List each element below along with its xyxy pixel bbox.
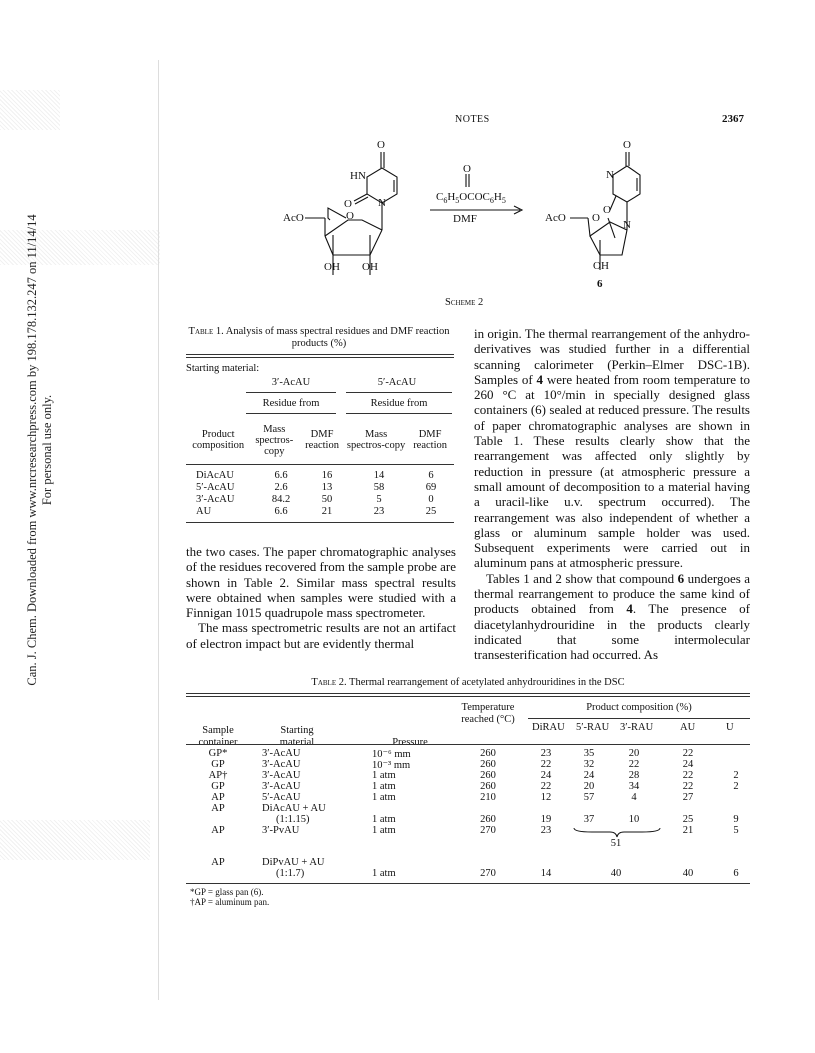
compound-ref: 6 [677,570,685,586]
table2-footnotes [190,887,269,907]
page-number: 2367 [722,113,744,125]
table-cell: 34 [628,781,640,792]
table1 [186,420,454,460]
table-row [186,481,454,493]
table-cell: GP [211,759,225,770]
table2-caption [186,677,750,688]
atom-label: O [346,210,354,222]
table-cell: 1 atm [372,868,396,879]
table-cell: 5 [733,825,739,836]
table2-sub-5rau: 5′-RAU [576,722,610,733]
table1-col-mass: Mass spectros-copy [255,423,294,457]
table-cell: 1 atm [372,814,396,825]
table-cell: 28 [628,770,640,781]
text-run: . The presence of diacetylanhydrouridine in the products clearly indicated that some intermolecular transesterification had occurred. As [474,601,750,663]
table1-rule [246,392,336,393]
paragraph [474,326,750,571]
table2-h-container: Sample container [198,725,238,748]
paragraph: the two cases. The paper chromatographic analyses of the residues recovered from the sample probe are shown in Table 2. Similar mass spectral results were obtained when samples were studied with a Finnigan 1015 quadrupole mass spectrometer. [186,544,456,621]
text-run: were heated from room temperature to 260 °C at 10°/min in specially designed glass containers (6) sealed at reduced pressure. The results of paper chromatographic analyses are shown in Table 1. These results clearly show that the rearrangement was affected only slightly by reduction in pressure (at atmospheric pressure a small amount of decomposition to a material having a uracil-like u.v. spectrum occurred). The rearrangement was also independent of whether a glass or aluminum sample holder was used. Subsequent experiments were carried out in aluminum pans at atmospheric pressure. [474,371,750,571]
download-notice-line2: For personal use only. [40,394,54,506]
table-cell: AP [211,792,225,803]
table1-body [186,469,454,517]
text-run: undergoes a thermal rearrangement to produce the same kind of products obtained from [474,570,751,617]
table-cell: 20 [628,748,640,759]
brace-icon [572,826,662,838]
reagent-solvent: DMF [453,213,477,225]
table-cell: 24 [540,770,552,781]
table-cell: 5′-AcAU [196,481,235,493]
table-cell: 32 [583,759,595,770]
table1-starting-label: Starting material: [186,363,260,374]
bond [608,218,615,238]
table-cell: 6.6 [274,505,288,517]
scheme-structures [270,130,750,320]
table-cell: 6 [428,469,434,481]
table1-caption [188,326,450,350]
sugar-ring [325,220,382,236]
paragraph [474,571,750,663]
table-cell: 1 atm [372,781,396,792]
table1-residue-from: Residue from [370,398,428,409]
table2-top-rule [186,693,750,694]
paragraph: The mass spectrometric results are not an artifact of electron impact but are evidently thermal [186,620,456,651]
table1-material: 5′-AcAU [377,377,417,388]
table-cell: 4 [631,792,637,803]
table-cell: 69 [425,481,437,493]
table-cell: 22 [540,781,552,792]
table1-material: 3′-AcAU [271,377,311,388]
table-cell: 1 atm [372,825,396,836]
table-cell: 3′-AcAU [262,748,301,759]
table2-sub-dirau: DiRAU [532,722,565,733]
table1-top-rule [186,354,454,355]
pyrimidine-ring [613,166,640,202]
table-cell: 3′-AcAU [262,759,301,770]
table-cell: 10⁻⁶ mm [372,749,411,760]
table2-bottom-rule [186,883,750,884]
scheme-2 [270,130,750,320]
table2-h-pressure: Pressure [392,737,428,748]
table-cell: 40 [682,868,694,879]
table-cell: (1:1.15) [276,814,310,825]
table1-col-product: Product composition [192,429,245,451]
table-cell: 12 [540,792,552,803]
compound-ref: 4 [536,371,544,387]
table2-top-rule [186,696,750,697]
table1-caption-text: Analysis of mass spectral residues and DMF reaction products (%) [225,326,450,349]
footnote: †AP = aluminum pan. [190,897,270,907]
atom-label: OH [593,260,609,272]
table-cell: 22 [628,759,640,770]
table1-header-rule [186,464,454,465]
table-cell: 3′-AcAU [262,770,301,781]
table1-residue-from: Residue from [262,398,320,409]
atom-label: OH [362,261,378,273]
footnote: *GP = glass pan (6). [190,887,264,897]
compound-number: 6 [597,278,603,290]
table-cell: GP [211,781,225,792]
table-cell: 6.6 [274,469,288,481]
scan-noise [0,230,160,265]
atom-label: AcO [545,212,566,224]
atom-label: HN [350,170,366,182]
table-cell: AP [211,825,225,836]
atom-label: O [603,204,611,216]
table1-col-dmf: DMF reaction [305,429,339,451]
atom-label: N [378,197,386,209]
table-cell: AP [211,803,225,814]
table-cell: 260 [480,748,496,759]
table-cell: 6 [733,868,739,879]
left-column [186,544,456,651]
table2-h-material: Starting material [279,725,315,748]
table-cell: GP* [208,748,228,759]
download-notice-line1: Can. J. Chem. Downloaded from www.nrcresearchpress.com by 198.178.132.247 on 11/14/14 [25,214,39,686]
table2-h-product: Product composition (%) [586,702,692,713]
table1-caption-label: Table 1. [188,326,224,337]
table-cell: AP† [208,770,228,781]
table-cell: 16 [321,469,333,481]
reagent-formula: $C_6H_5OCOC_6H_5$ [436,191,506,206]
scan-noise [0,820,150,860]
table2-body [186,748,750,883]
bond [355,197,368,204]
table-cell: 5′-AcAU [262,792,301,803]
table2-caption-label: Table 2. [311,677,347,688]
table-cell: 25 [425,505,437,517]
table-cell: (1:1.7) [276,868,305,879]
table-cell: 19 [540,814,552,825]
table-cell: 3′-PvAU [262,825,300,836]
table-row [186,469,454,481]
table-cell: 21 [321,505,333,517]
table-cell: 1 atm [372,792,396,803]
table-cell: 270 [480,868,496,879]
table1-header-row [186,420,454,460]
table-cell: 23 [373,505,385,517]
table-cell: 14 [373,469,385,481]
table-cell: 0 [428,493,434,505]
table1-col-dmf: DMF reaction [413,429,447,451]
table2-sub-u: U [726,722,734,733]
table-cell: 1 atm [372,770,396,781]
table-cell: 2 [733,781,739,792]
atom-label: O [344,198,352,210]
table-cell: 10 [628,814,640,825]
table-cell: 22 [682,781,694,792]
table1-rule [346,392,452,393]
table-cell: 22 [682,770,694,781]
sugar-ring [590,230,627,255]
table-cell: 57 [583,792,595,803]
table-cell: 23 [540,825,552,836]
bond [354,194,367,201]
table-cell: 22 [540,759,552,770]
atom-label: O [592,212,600,224]
table-cell: 3′-AcAU [262,781,301,792]
table1-bottom-rule [186,522,454,523]
table2-h-temp: Temperature reached (°C) [461,702,515,725]
table-cell: 51 [610,838,622,849]
atom-label: N [623,219,631,231]
table-cell: 50 [321,493,333,505]
atom-label: N [606,169,614,181]
table-cell: 260 [480,781,496,792]
table-cell: 270 [480,825,496,836]
table1-rule [246,413,336,414]
table-cell: 40 [610,868,622,879]
table-cell: 14 [540,868,552,879]
table-cell: 23 [540,748,552,759]
table-cell: DiAcAU + AU [262,803,326,814]
atom-label: AcO [283,212,304,224]
table-cell: 2 [733,770,739,781]
atom-label: O [377,139,385,151]
table2-sub-rule [528,718,750,719]
scan-noise [0,90,60,130]
table-cell: 35 [583,748,595,759]
running-title: NOTES [455,114,490,125]
table-cell: 3′-AcAU [196,493,235,505]
table-cell: 25 [682,814,694,825]
table-cell: 20 [583,781,595,792]
table-cell: 2.6 [274,481,288,493]
table-cell: AP [211,857,225,868]
text-run: Tables 1 and 2 show that compound [486,570,678,586]
table2-header-rule [186,744,750,745]
table-cell: AU [196,505,212,517]
table1-col-mass: Mass spectros-copy [346,429,406,451]
table1-rule [346,413,452,414]
table-row [186,493,454,505]
table-cell: 9 [733,814,739,825]
atom-label: OH [324,261,340,273]
table-cell: 260 [480,759,496,770]
right-column [474,326,750,663]
table2-sub-3rau: 3′-RAU [620,722,654,733]
table-row [186,505,454,517]
table-cell: DiAcAU [196,469,234,481]
atom-label: O [623,139,631,151]
download-notice [25,180,55,720]
table-cell: 58 [373,481,385,493]
table-cell: 210 [480,792,496,803]
table1-top-rule [186,357,454,358]
reagent-oxygen: O [463,163,471,175]
table-cell: 10⁻³ mm [372,760,411,771]
table2-caption-text: Thermal rearrangement of acetylated anhydrouridines in the DSC [349,677,625,688]
table-cell: 24 [583,770,595,781]
table-cell: 13 [321,481,333,493]
table-cell: 37 [583,814,595,825]
table-cell: 22 [682,748,694,759]
text-run: in origin. The thermal rearrangement of the anhydro-derivatives was studied further in a differential scanning calorimeter (Perkin–Elmer DSC-1B). Samples of [474,326,750,387]
table-cell: 260 [480,814,496,825]
scheme-label: Scheme 2 [445,297,484,308]
table-cell: 5 [376,493,382,505]
table2-sub-au: AU [680,722,696,733]
table-cell: DiPvAU + AU [262,857,325,868]
table-cell: 24 [682,759,694,770]
table-cell: 84.2 [271,493,291,505]
scan-edge [158,60,159,1000]
table-cell: 260 [480,770,496,781]
table-cell: 27 [682,792,694,803]
table-cell: 21 [682,825,694,836]
compound-ref: 4 [626,601,633,617]
